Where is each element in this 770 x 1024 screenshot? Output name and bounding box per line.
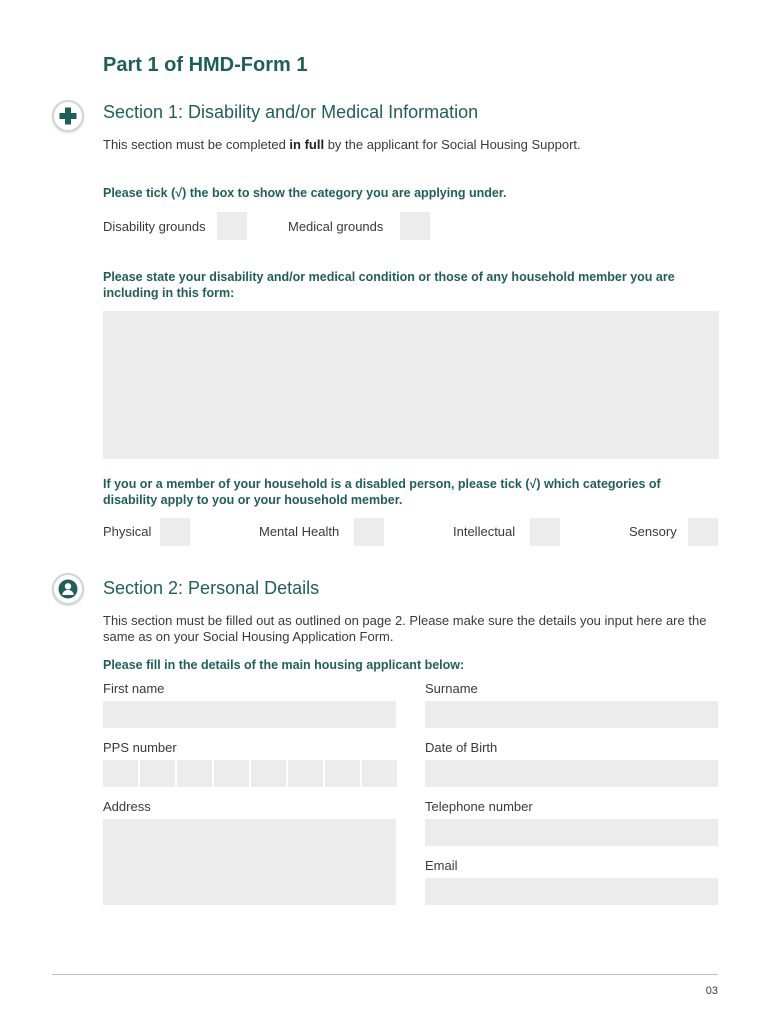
date-of-birth-label: Date of Birth: [425, 740, 498, 755]
disability-instruction: If you or a member of your household is a disabled person, please tick (√) which categories of disability apply to you or your household member.: [103, 477, 661, 507]
surname-input[interactable]: [425, 701, 718, 728]
page-number: 03: [705, 985, 718, 997]
section-2-intro: This section must be filled out as outlined on page 2. Please make sure the details you input here are the same as on your Social Housing Application Form.: [103, 613, 707, 644]
pps-digit-6[interactable]: [288, 760, 323, 787]
intellectual-label: Intellectual: [453, 524, 516, 539]
email-label: Email: [425, 858, 458, 873]
pps-digit-1[interactable]: [103, 760, 138, 787]
first-name-input[interactable]: [103, 701, 396, 728]
page-title: Part 1 of HMD-Form 1: [103, 54, 308, 76]
first-name-label: First name: [103, 681, 165, 696]
section-1-title: Section 1: Disability and/or Medical Information: [103, 102, 479, 122]
physical-checkbox[interactable]: [160, 518, 190, 546]
pps-digit-4[interactable]: [214, 760, 249, 787]
sensory-label: Sensory: [629, 524, 677, 539]
disability-grounds-checkbox[interactable]: [217, 212, 247, 240]
pps-digit-8[interactable]: [362, 760, 397, 787]
date-of-birth-input[interactable]: [425, 760, 718, 787]
applicant-instruction: Please fill in the details of the main housing applicant below:: [103, 658, 465, 672]
section-2-title: Section 2: Personal Details: [103, 578, 320, 598]
tick-instruction: Please tick (√) the box to show the category you are applying under.: [103, 186, 507, 200]
surname-label: Surname: [425, 681, 478, 696]
address-textarea[interactable]: [103, 819, 396, 905]
person-icon: [52, 573, 84, 605]
intellectual-checkbox[interactable]: [530, 518, 560, 546]
pps-digit-7[interactable]: [325, 760, 360, 787]
pps-digit-3[interactable]: [177, 760, 212, 787]
intro-text-end: by the applicant for Social Housing Support.: [324, 137, 581, 152]
footer-divider: [52, 974, 718, 975]
telephone-label: Telephone number: [425, 799, 533, 814]
intro-text: This section must be completed: [103, 137, 290, 152]
medical-cross-icon: [52, 100, 84, 132]
pps-digit-2[interactable]: [140, 760, 175, 787]
medical-grounds-checkbox[interactable]: [400, 212, 430, 240]
telephone-input[interactable]: [425, 819, 718, 846]
physical-label: Physical: [103, 524, 152, 539]
disability-grounds-label: Disability grounds: [103, 219, 206, 234]
pps-number-label: PPS number: [103, 740, 177, 755]
section-1-intro: [103, 137, 723, 153]
pps-digit-5[interactable]: [251, 760, 286, 787]
mental-health-label: Mental Health: [259, 524, 340, 539]
sensory-checkbox[interactable]: [688, 518, 718, 546]
intro-bold-text: in full: [289, 137, 325, 152]
email-input[interactable]: [425, 878, 718, 905]
condition-instruction: Please state your disability and/or medical condition or those of any household member you are including in this form:: [103, 270, 675, 300]
address-label: Address: [103, 799, 151, 814]
mental-health-checkbox[interactable]: [354, 518, 384, 546]
medical-grounds-label: Medical grounds: [288, 219, 384, 234]
condition-textarea[interactable]: [103, 311, 719, 459]
